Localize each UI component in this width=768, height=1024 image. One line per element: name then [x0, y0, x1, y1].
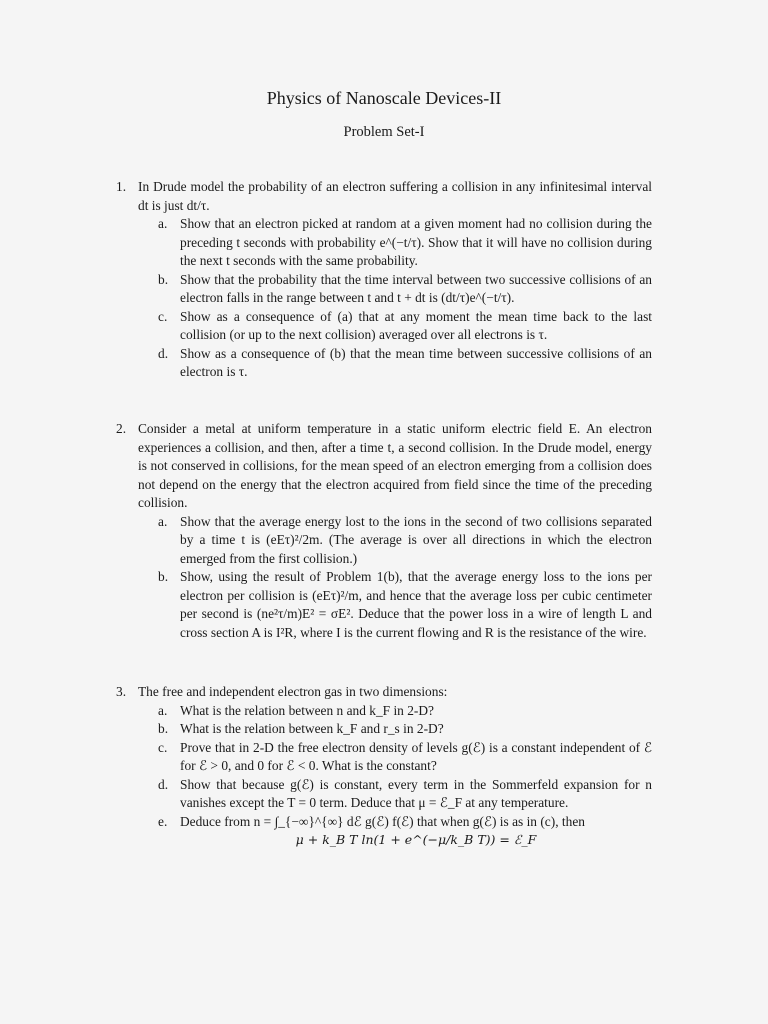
problem-number: 3.	[116, 684, 127, 699]
sub-question-letter: b.	[158, 271, 169, 287]
sub-question	[158, 345, 652, 382]
sub-question	[158, 739, 652, 776]
sub-question-text: Show that an electron picked at random at a given moment had no collision during the preceding t seconds with probability e^(−t/τ). Show that it will have no collision during the next t seconds with the same probability.	[180, 216, 652, 268]
sub-question-text: What is the relation between k_F and r_s in 2-D?	[180, 721, 444, 736]
sub-question	[158, 513, 652, 569]
sub-question-list	[116, 702, 652, 832]
document-subtitle: Problem Set-I	[343, 124, 425, 140]
sub-question-letter: a.	[158, 216, 168, 231]
problem-intro: The free and independent electron gas in two dimensions:	[138, 684, 448, 699]
sub-question	[158, 271, 652, 308]
problem-number: 1.	[116, 179, 127, 194]
sub-question-text: Prove that in 2-D the free electron density of levels g(ℰ) is a constant independent of ℰ for ℰ > 0, and 0 for ℰ < 0. What is the constant?	[180, 739, 652, 773]
sub-question-letter: c.	[158, 739, 168, 755]
sub-question-text: Show that because g(ℰ) is constant, every term in the Sommerfeld expansion for n vanishes except the T = 0 term. Deduce that μ = ℰ_F at any temperature.	[180, 776, 652, 810]
sub-question-letter: b.	[158, 721, 169, 736]
sub-question-letter: b.	[158, 569, 169, 584]
problem-2	[116, 420, 652, 642]
equation: μ + k_B T ln(1 + e^(−μ/k_B T)) = ℰ_F	[295, 832, 537, 847]
sub-question-text: What is the relation between n and k_F in 2-D?	[180, 702, 434, 718]
document-title: Physics of Nanoscale Devices-II	[266, 88, 502, 108]
sub-question-list	[116, 215, 652, 382]
problem-3	[116, 683, 652, 850]
sub-question	[158, 702, 652, 721]
sub-question-text: Deduce from n = ∫_{−∞}^{∞} dℰ g(ℰ) f(ℰ) that when g(ℰ) is as in (c), then	[180, 813, 585, 829]
sub-question	[158, 215, 652, 271]
sub-question-text: Show as a consequence of (a) that at any moment the mean time back to the last collision (or up to the next collision) averaged over all electrons is τ.	[180, 308, 652, 342]
sub-question-letter: d.	[158, 345, 169, 361]
sub-question-letter: a.	[158, 513, 168, 529]
problem-intro: In Drude model the probability of an electron suffering a collision in any infinitesimal interval dt is just dt/τ.	[138, 179, 652, 213]
sub-question	[158, 776, 652, 813]
sub-question-text: Show as a consequence of (b) that the mean time between successive collisions of an electron is τ.	[180, 345, 652, 379]
sub-question-letter: a.	[158, 702, 168, 718]
sub-question-text: Show that the average energy lost to the ions in the second of two collisions separated by a time t is (eEτ)²/2m. (The average is over all directions in which the electron emerged from the first collision.)	[180, 513, 652, 566]
sub-question-text: Show, using the result of Problem 1(b), that the average energy loss to the ions per electron per collision is (eEτ)²/m, and hence that the average loss per cubic centimeter per second is (ne²τ/m)E² = σE². Deduce that the power loss in a wire of length L and cross section A is I²R, where I is the current flowing and R is the resistance of the wire.	[180, 569, 652, 640]
problem-intro: Consider a metal at uniform temperature in a static uniform electric field E. An electron experiences a collision, and then, after a time t, a second collision. In the Drude model, energy is not conserved in collisions, for the mean speed of an electron emerging from a collision does not depend on the energy that the electron acquired from field since the time of the preceding collision.	[138, 421, 652, 510]
sub-question-letter: c.	[158, 308, 168, 324]
sub-question-letter: d.	[158, 776, 169, 792]
problem-1	[116, 178, 652, 382]
sub-question-text: Show that the probability that the time interval between two successive collisions of an electron falls in the range between t and t + dt is (dt/τ)e^(−t/τ).	[180, 271, 652, 305]
sub-question	[158, 308, 652, 345]
sub-question	[158, 568, 652, 642]
sub-question	[158, 720, 652, 739]
sub-question-letter: e.	[158, 813, 168, 829]
sub-question	[158, 813, 652, 832]
problem-number: 2.	[116, 421, 127, 436]
sub-question-list	[116, 513, 652, 643]
